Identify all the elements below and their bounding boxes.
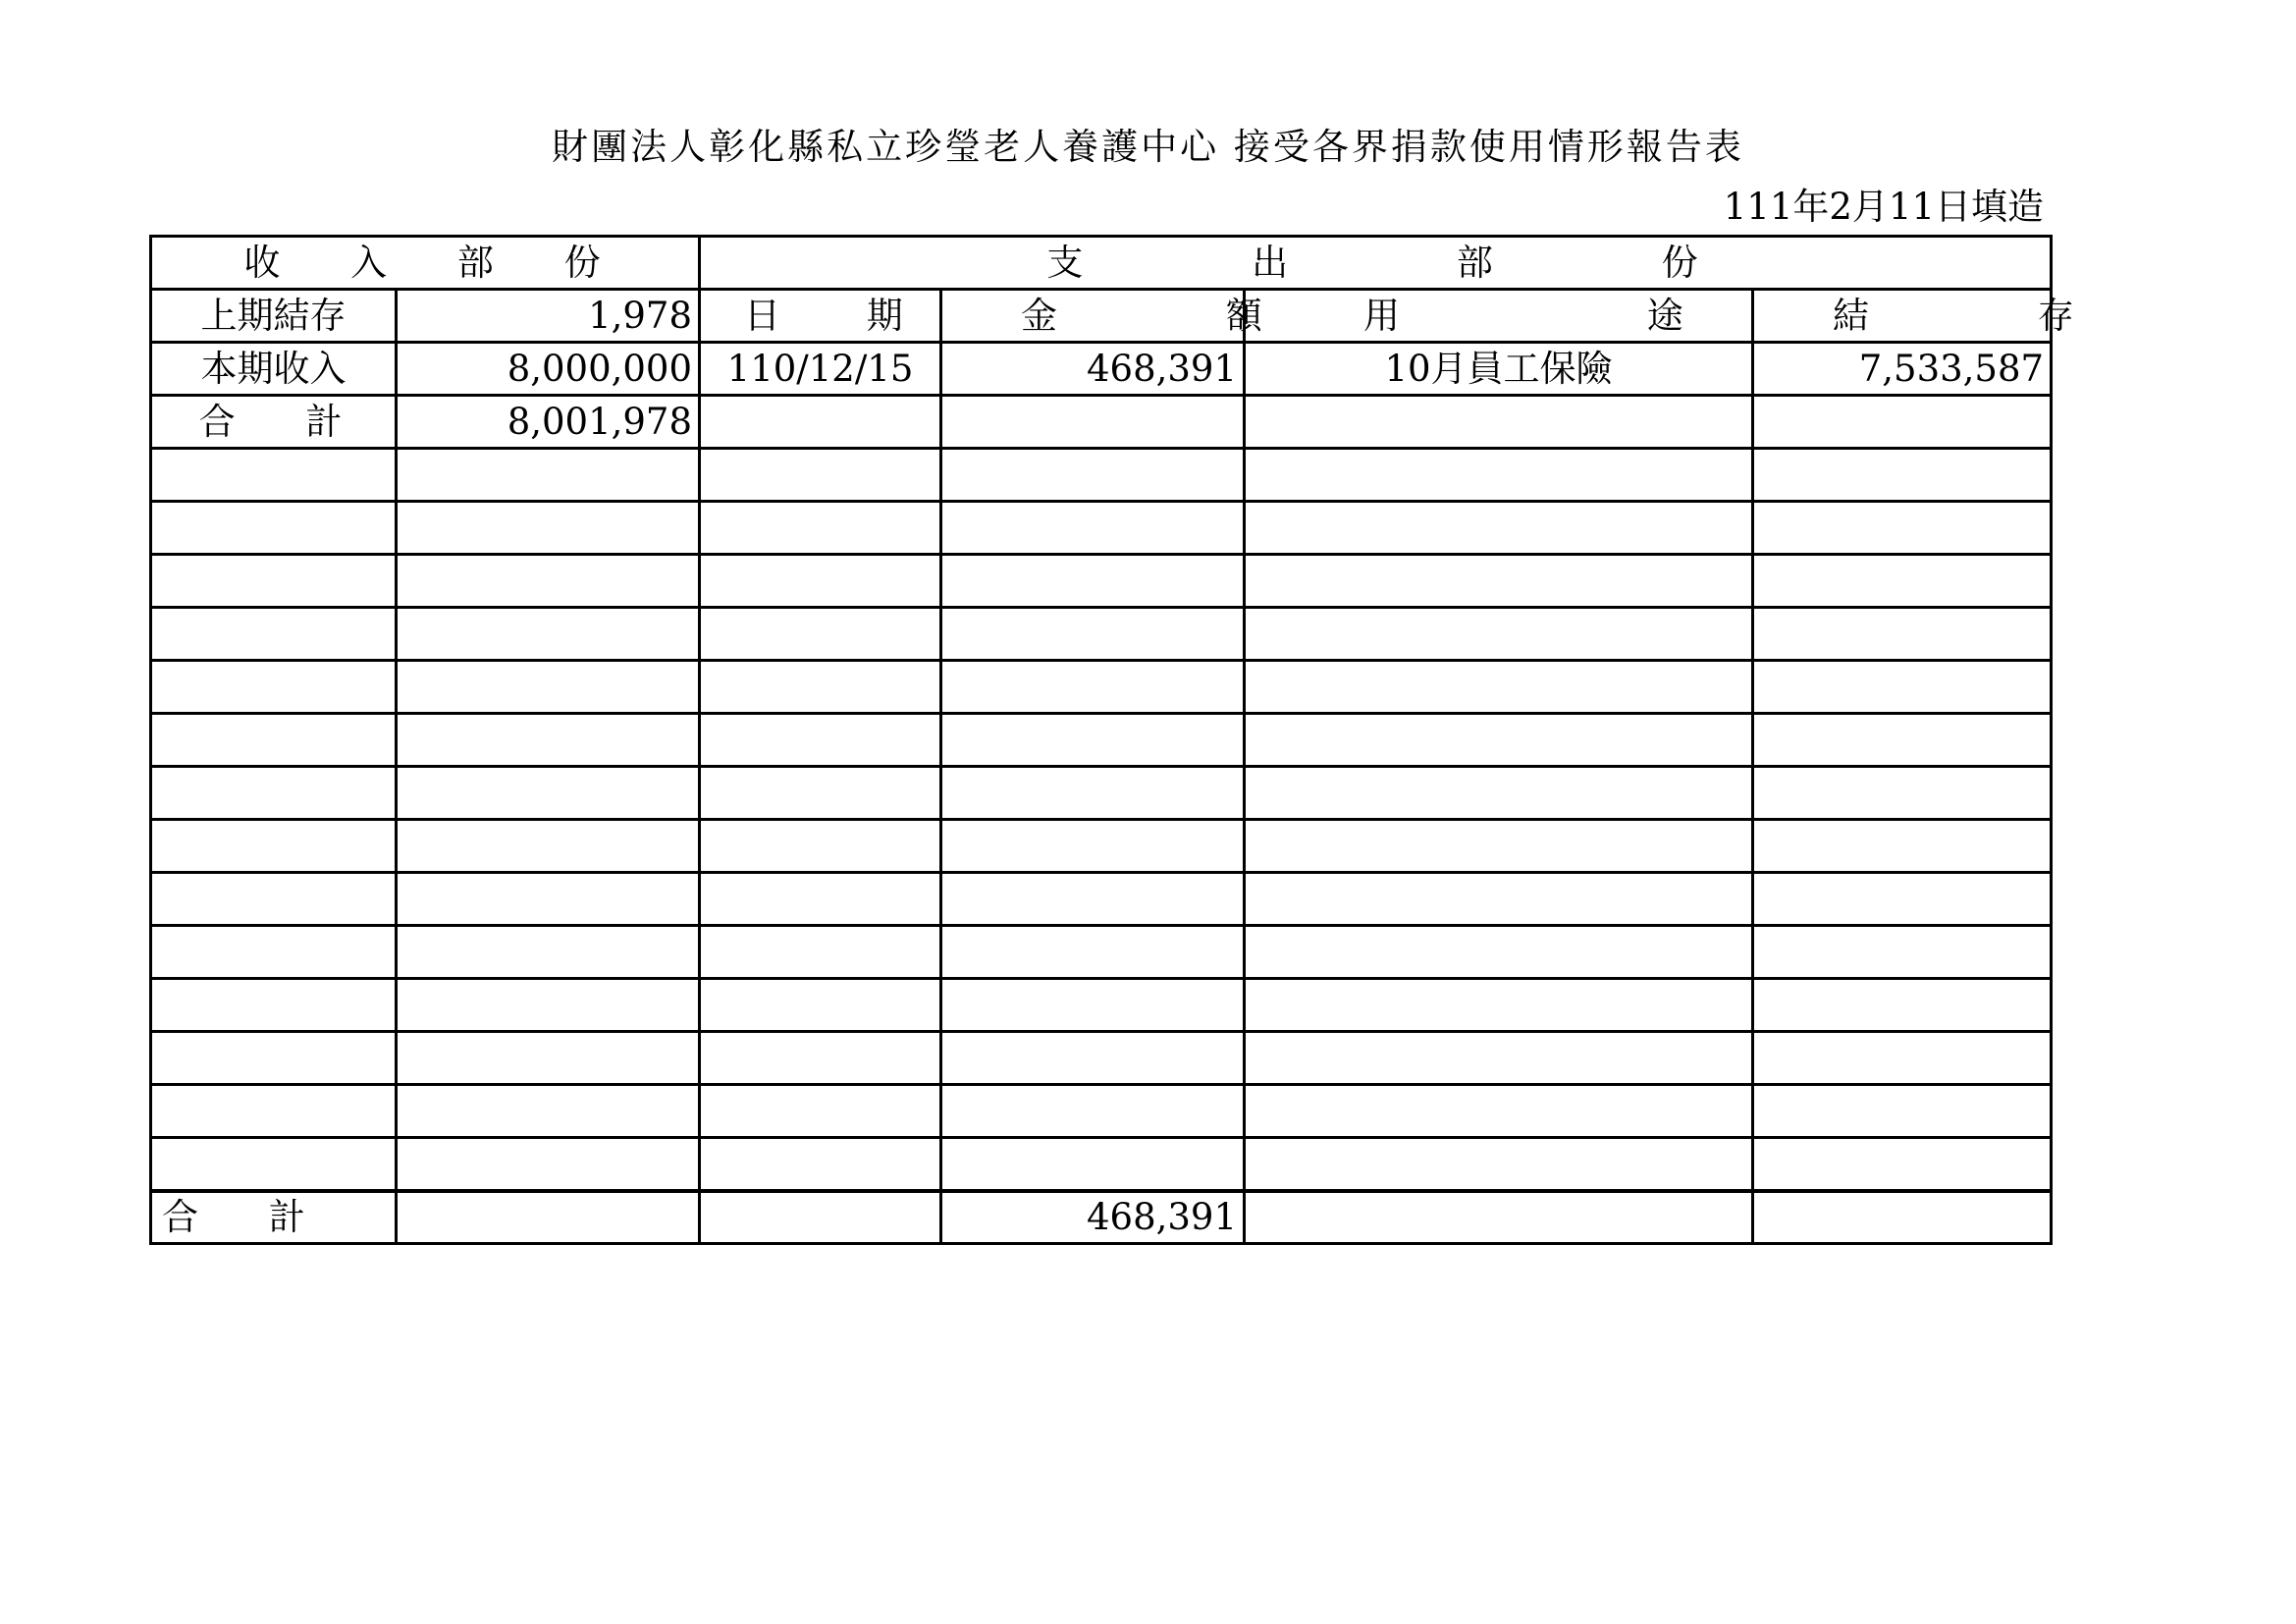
fill-date: 111年2月11日填造 <box>1723 186 2044 228</box>
empty-row <box>151 502 2052 555</box>
expense-purpose-cell: 10月員工保險 <box>1245 343 1753 396</box>
empty-row <box>151 1032 2052 1085</box>
total-amount: 468,391 <box>941 1191 1245 1244</box>
empty-row <box>151 661 2052 714</box>
empty-cell <box>700 396 941 449</box>
expense-section-header: 支 出 部 份 <box>700 237 2052 290</box>
total-label: 合 計 <box>151 1191 397 1244</box>
empty-row <box>151 608 2052 661</box>
empty-cell <box>397 1191 700 1244</box>
empty-cell <box>1753 1191 2052 1244</box>
section-header-row <box>151 237 2052 290</box>
balance-column-header: 結 存 <box>1753 290 2052 343</box>
empty-cell <box>700 1191 941 1244</box>
total-row <box>151 1191 2052 1244</box>
purpose-column-header: 用 途 <box>1245 290 1753 343</box>
expense-amount-cell: 468,391 <box>941 343 1245 396</box>
prev-balance-label: 上期結存 <box>151 290 397 343</box>
empty-cell <box>941 396 1245 449</box>
prev-balance-value: 1,978 <box>397 290 700 343</box>
report-table <box>149 235 2153 1245</box>
income-subtotal-label: 合 計 <box>151 396 397 449</box>
empty-row <box>151 926 2052 979</box>
empty-cell <box>1245 396 1753 449</box>
table-row <box>151 396 2052 449</box>
empty-row <box>151 555 2052 608</box>
empty-row <box>151 979 2052 1032</box>
report-title: 財團法人彰化縣私立珍瑩老人養護中心 接受各界捐款使用情形報告表 <box>552 126 1744 168</box>
table-row <box>151 290 2052 343</box>
empty-row <box>151 714 2052 767</box>
income-section-header: 收 入 部 份 <box>151 237 700 290</box>
current-income-label: 本期收入 <box>151 343 397 396</box>
expense-balance-cell: 7,533,587 <box>1753 343 2052 396</box>
income-subtotal-value: 8,001,978 <box>397 396 700 449</box>
amount-column-header: 金 額 <box>941 290 1245 343</box>
empty-cell <box>1245 1191 1753 1244</box>
empty-row <box>151 1138 2052 1191</box>
expense-date-cell: 110/12/15 <box>700 343 941 396</box>
empty-row <box>151 873 2052 926</box>
empty-row <box>151 820 2052 873</box>
empty-row <box>151 767 2052 820</box>
empty-cell <box>1753 396 2052 449</box>
empty-row <box>151 449 2052 502</box>
current-income-value: 8,000,000 <box>397 343 700 396</box>
table-row <box>151 343 2052 396</box>
empty-row <box>151 1085 2052 1138</box>
date-column-header: 日 期 <box>700 290 941 343</box>
